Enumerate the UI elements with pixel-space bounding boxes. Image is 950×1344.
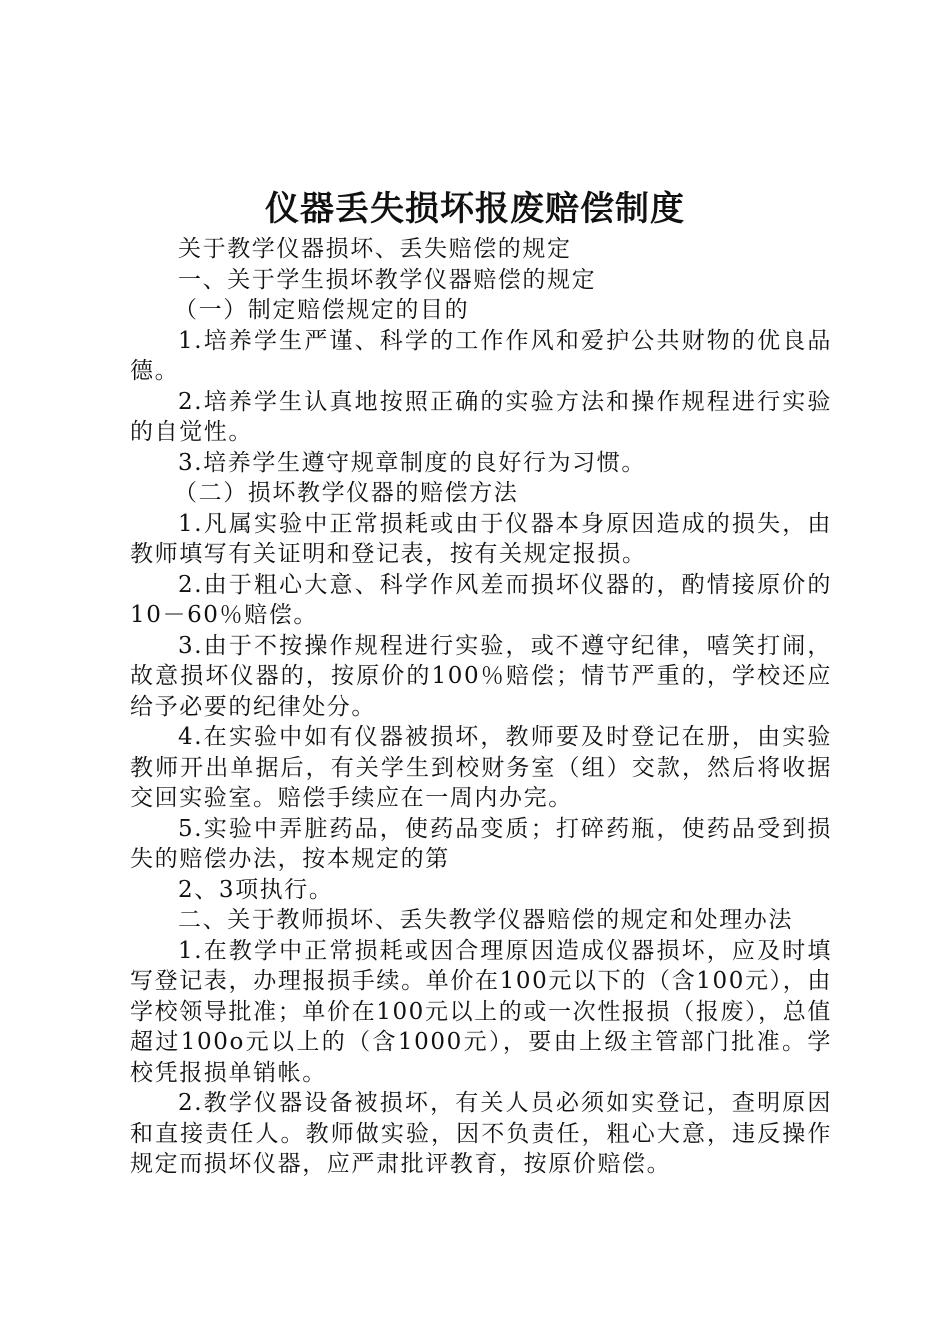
paragraph: 3.由于不按操作规程进行实验，或不遵守纪律，嘻笑打闹，故意损坏仪器的，按原价的100％赔偿；情节严重的，学校还应给予必要的纪律处分。 xyxy=(130,632,832,720)
section-heading: 二、关于教师损坏、丢失教学仪器赔偿的规定和处理办法 xyxy=(178,907,793,933)
subsection-heading: （一）制定赔偿规定的目的 xyxy=(174,297,470,323)
subsection-heading: （二）损坏教学仪器的赔偿方法 xyxy=(174,480,519,506)
document-title: 仪器丢失损坏报废赔偿制度 xyxy=(265,189,685,229)
section-heading: 一、关于学生损坏教学仪器赔偿的规定 xyxy=(178,266,597,293)
paragraph: 2.培养学生认真地按照正确的实验方法和操作规程进行实验的自觉性。 xyxy=(130,388,832,445)
paragraph: 1.凡属实验中正常损耗或由于仪器本身原因造成的损失，由教师填写有关证明和登记表，按有关规定报损。 xyxy=(130,510,832,567)
paragraph: 3.培养学生遵守规章制度的良好行为习惯。 xyxy=(178,449,646,476)
paragraph: 关于教学仪器损坏、丢失赔偿的规定 xyxy=(178,236,572,262)
paragraph: 5.实验中弄脏药品，使药品变质；打碎药瓶，使药品受到损失的赔偿办法，按本规定的第 xyxy=(130,815,832,872)
paragraph: 1.培养学生严谨、科学的工作作风和爱护公共财物的优良品德。 xyxy=(130,327,832,384)
paragraph: 2、3项执行。 xyxy=(178,876,334,903)
paragraph: 4.在实验中如有仪器被损坏，教师要及时登记在册，由实验教师开出单据后，有关学生到校财务室（组）交款，然后将收据交回实验室。赔偿手续应在一周内办完。 xyxy=(130,724,832,811)
paragraph: 1.在教学中正常损耗或因合理原因造成仪器损坏，应及时填写登记表，办理报损手续。单价在100元以下的（含100元），由学校领导批准；单价在100元以上的或一次性报损（报废），总值超过100o元以上的（含1000元），要由上级主管部门批准。学校凭报损单销帐。 xyxy=(130,937,832,1086)
document-body xyxy=(130,234,832,1180)
paragraph: 2.由于粗心大意、科学作风差而损坏仪器的，酌情接原价的10－60％赔偿。 xyxy=(130,571,832,628)
paragraph: 2.教学仪器设备被损坏，有关人员必须如实登记，查明原因和直接责任人。教师做实验，因不负责任，粗心大意，违反操作规定而损坏仪器，应严肃批评教育，按原价赔偿。 xyxy=(130,1090,832,1177)
